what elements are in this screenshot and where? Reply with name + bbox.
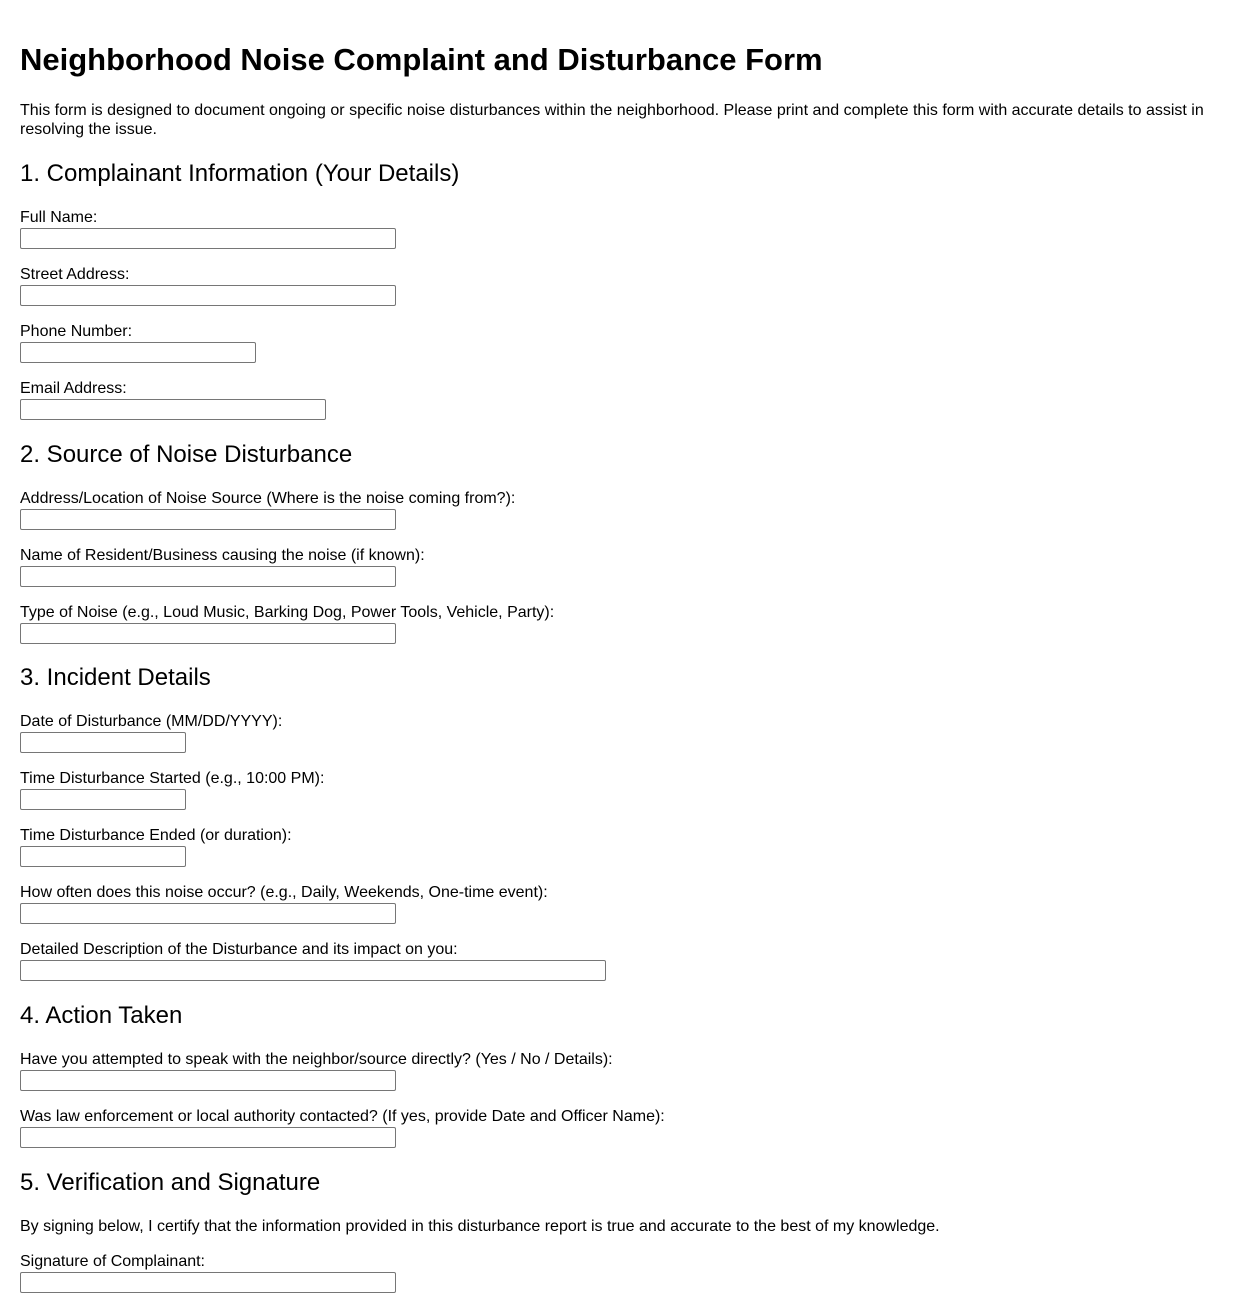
description-input[interactable] — [20, 960, 606, 981]
signature-label: Signature of Complainant: — [20, 1253, 205, 1270]
form-intro: This form is designed to document ongoing or specific noise disturbances within the neighborhood. Please print and complete this form with accurate details to assist in resolving the issue. — [20, 102, 1204, 138]
email-address-input[interactable] — [20, 399, 326, 420]
noise-location-label: Address/Location of Noise Source (Where is the noise coming from?): — [20, 490, 516, 507]
time-ended-input[interactable] — [20, 846, 186, 867]
street-address-label: Street Address: — [20, 266, 130, 283]
noise-type-input[interactable] — [20, 623, 396, 644]
noise-location-input[interactable] — [20, 509, 396, 530]
resident-name-input[interactable] — [20, 566, 396, 587]
phone-number-label: Phone Number: — [20, 323, 133, 340]
section-heading-action-taken: 4. Action Taken — [20, 1002, 183, 1029]
disturbance-date-input[interactable] — [20, 732, 186, 753]
description-label: Detailed Description of the Disturbance and its impact on you: — [20, 941, 458, 958]
full-name-input[interactable] — [20, 228, 396, 249]
disturbance-date-label: Date of Disturbance (MM/DD/YYYY): — [20, 713, 283, 730]
section-heading-complainant: 1. Complainant Information (Your Details) — [20, 160, 460, 187]
contact-neighbor-input[interactable] — [20, 1070, 396, 1091]
law-enforcement-input[interactable] — [20, 1127, 396, 1148]
frequency-label: How often does this noise occur? (e.g., Daily, Weekends, One-time event): — [20, 884, 548, 901]
noise-type-label: Type of Noise (e.g., Loud Music, Barking Dog, Power Tools, Vehicle, Party): — [20, 604, 555, 621]
time-started-input[interactable] — [20, 789, 186, 810]
time-started-label: Time Disturbance Started (e.g., 10:00 PM): — [20, 770, 325, 787]
street-address-input[interactable] — [20, 285, 396, 306]
time-ended-label: Time Disturbance Ended (or duration): — [20, 827, 292, 844]
full-name-label: Full Name: — [20, 209, 98, 226]
signature-input[interactable] — [20, 1272, 396, 1293]
law-enforcement-label: Was law enforcement or local authority contacted? (If yes, provide Date and Officer Name): — [20, 1108, 665, 1125]
section-heading-noise-source: 2. Source of Noise Disturbance — [20, 441, 353, 468]
certification-statement: By signing below, I certify that the information provided in this disturbance report is true and accurate to the best of my knowledge. — [20, 1218, 940, 1235]
resident-name-label: Name of Resident/Business causing the noise (if known): — [20, 547, 425, 564]
page-title: Neighborhood Noise Complaint and Disturbance Form — [20, 42, 823, 77]
section-heading-verification: 5. Verification and Signature — [20, 1169, 321, 1196]
section-heading-incident: 3. Incident Details — [20, 664, 211, 691]
phone-number-input[interactable] — [20, 342, 256, 363]
email-address-label: Email Address: — [20, 380, 127, 397]
frequency-input[interactable] — [20, 903, 396, 924]
contact-neighbor-label: Have you attempted to speak with the neighbor/source directly? (Yes / No / Details): — [20, 1051, 613, 1068]
